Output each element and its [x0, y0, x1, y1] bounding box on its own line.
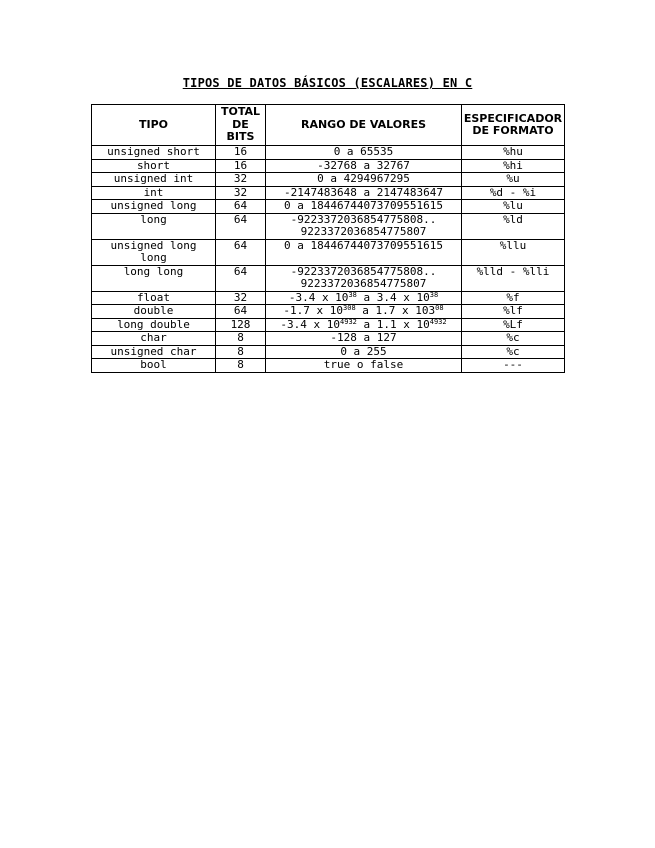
cell-tipo: unsigned short — [92, 146, 216, 160]
cell-rango: 0 a 18446744073709551615 — [266, 239, 462, 265]
cell-formato: %lld - %lli — [462, 265, 565, 291]
cell-formato: %c — [462, 345, 565, 359]
table-row — [92, 345, 565, 359]
cell-formato: %f — [462, 291, 565, 305]
cell-tipo: long long — [92, 265, 216, 291]
cell-rango: 0 a 4294967295 — [266, 173, 462, 187]
header-tipo: TIPO — [92, 105, 216, 146]
cell-tipo: bool — [92, 359, 216, 373]
table-row — [92, 239, 565, 265]
cell-formato: %llu — [462, 239, 565, 265]
cell-tipo: long — [92, 213, 216, 239]
cell-formato: %c — [462, 332, 565, 346]
cell-tipo: float — [92, 291, 216, 305]
cell-formato: %lf — [462, 305, 565, 319]
header-total-bits: TOTAL DE BITS — [216, 105, 266, 146]
cell-rango: true o false — [266, 359, 462, 373]
cell-bits: 8 — [216, 359, 266, 373]
cell-tipo: long double — [92, 318, 216, 332]
cell-bits: 64 — [216, 200, 266, 214]
cell-rango: 0 a 255 — [266, 345, 462, 359]
table-row — [92, 332, 565, 346]
cell-rango: -9223372036854775808.. 9223372036854775807 — [266, 265, 462, 291]
table-row — [92, 318, 565, 332]
cell-bits: 64 — [216, 213, 266, 239]
cell-tipo: double — [92, 305, 216, 319]
table-row — [92, 265, 565, 291]
cell-bits: 8 — [216, 332, 266, 346]
cell-bits: 16 — [216, 159, 266, 173]
cell-tipo: unsigned long — [92, 200, 216, 214]
cell-tipo: int — [92, 186, 216, 200]
cell-tipo: unsigned int — [92, 173, 216, 187]
cell-formato: %d - %i — [462, 186, 565, 200]
cell-bits: 64 — [216, 305, 266, 319]
cell-bits: 16 — [216, 146, 266, 160]
table-row — [92, 186, 565, 200]
table-row — [92, 291, 565, 305]
cell-rango: -32768 a 32767 — [266, 159, 462, 173]
table-row — [92, 159, 565, 173]
cell-formato: --- — [462, 359, 565, 373]
table-header-row — [92, 105, 565, 146]
cell-tipo: unsigned char — [92, 345, 216, 359]
cell-rango: -9223372036854775808.. 9223372036854775807 — [266, 213, 462, 239]
cell-tipo: char — [92, 332, 216, 346]
cell-bits: 32 — [216, 291, 266, 305]
cell-rango: -2147483648 a 2147483647 — [266, 186, 462, 200]
page-title: TIPOS DE DATOS BÁSICOS (ESCALARES) EN C — [182, 76, 473, 90]
cell-formato: %ld — [462, 213, 565, 239]
table-row — [92, 359, 565, 373]
cell-rango: -3.4 x $10^{4932}$ a 1.1 x $10^{4932}$ — [266, 318, 462, 332]
cell-rango: -3.4 x $10^{38}$ a 3.4 x $10^{38}$ — [266, 291, 462, 305]
cell-bits: 8 — [216, 345, 266, 359]
table-row — [92, 305, 565, 319]
table-row — [92, 173, 565, 187]
table-row — [92, 146, 565, 160]
cell-bits: 128 — [216, 318, 266, 332]
cell-bits: 32 — [216, 173, 266, 187]
cell-tipo: unsigned long long — [92, 239, 216, 265]
cell-formato: %lu — [462, 200, 565, 214]
cell-bits: 64 — [216, 265, 266, 291]
cell-rango: -128 a 127 — [266, 332, 462, 346]
cell-bits: 32 — [216, 186, 266, 200]
cell-tipo: short — [92, 159, 216, 173]
cell-formato: %hi — [462, 159, 565, 173]
data-types-table — [91, 104, 565, 373]
cell-rango: -1.7 x $10^{308}$ a 1.7 x $103^{08}$ — [266, 305, 462, 319]
cell-formato: %u — [462, 173, 565, 187]
cell-formato: %hu — [462, 146, 565, 160]
table-row — [92, 213, 565, 239]
cell-rango: 0 a 18446744073709551615 — [266, 200, 462, 214]
table-row — [92, 200, 565, 214]
header-rango: RANGO DE VALORES — [266, 105, 462, 146]
header-especificador: ESPECIFICADOR DE FORMATO — [462, 105, 565, 146]
cell-bits: 64 — [216, 239, 266, 265]
cell-formato: %Lf — [462, 318, 565, 332]
cell-rango: 0 a 65535 — [266, 146, 462, 160]
